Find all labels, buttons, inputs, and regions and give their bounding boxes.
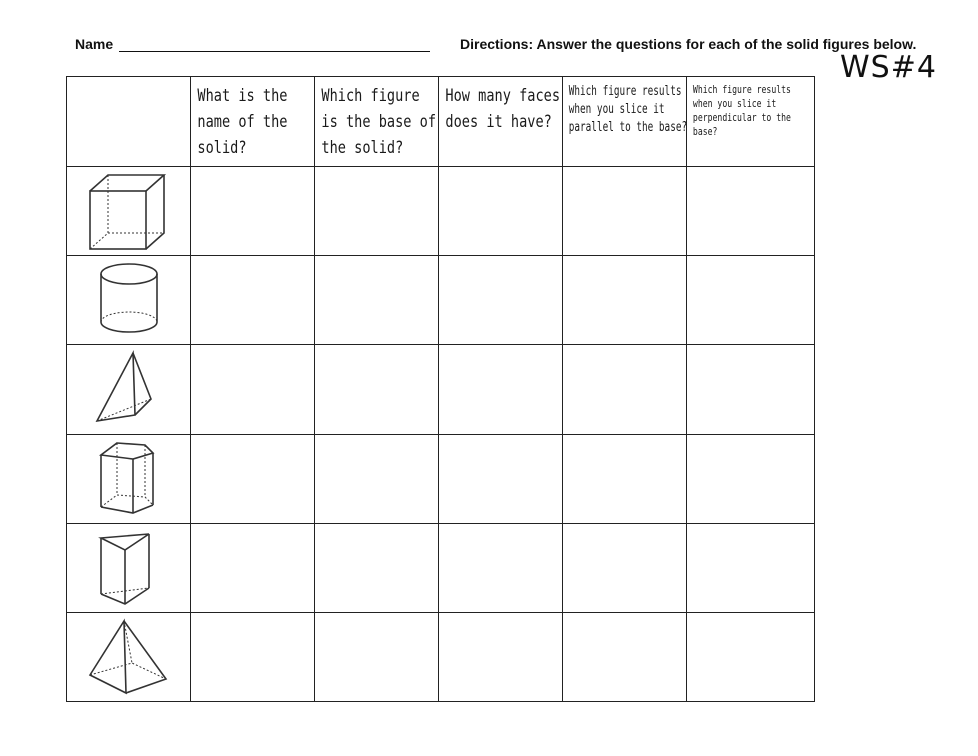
answer-cell[interactable]	[191, 256, 315, 345]
answer-cell[interactable]	[439, 523, 563, 612]
answer-cell[interactable]	[687, 256, 815, 345]
answer-cell[interactable]	[563, 523, 687, 612]
worksheet-table	[66, 76, 815, 702]
directions-text: Directions: Answer the questions for each of the solid figures below.	[460, 36, 917, 52]
figure-cell	[67, 256, 191, 345]
cylinder-icon	[89, 260, 169, 340]
figure-cell	[67, 345, 191, 434]
table-row	[67, 256, 815, 345]
answer-cell[interactable]	[687, 434, 815, 523]
table-row	[67, 167, 815, 256]
figure-cell	[67, 434, 191, 523]
answer-cell[interactable]	[191, 167, 315, 256]
answer-cell[interactable]	[563, 434, 687, 523]
answer-cell[interactable]	[315, 256, 439, 345]
answer-cell[interactable]	[687, 523, 815, 612]
header-corner-cell	[67, 77, 191, 167]
answer-cell[interactable]	[191, 434, 315, 523]
worksheet-tag: WS#4	[840, 50, 937, 85]
name-field-line[interactable]	[119, 51, 430, 52]
answer-cell[interactable]	[687, 167, 815, 256]
answer-cell[interactable]	[439, 167, 563, 256]
cube-icon	[84, 169, 174, 253]
answer-cell[interactable]	[563, 167, 687, 256]
answer-cell[interactable]	[439, 434, 563, 523]
answer-cell[interactable]	[439, 612, 563, 701]
answer-cell[interactable]	[315, 345, 439, 434]
header-perpendicular-slice: Which figure results when you slice it perpendicular to the base?	[687, 77, 815, 167]
name-label: Name	[75, 36, 114, 52]
header-parallel-slice: Which figure results when you slice it parallel to the base?	[563, 77, 687, 167]
answer-cell[interactable]	[315, 167, 439, 256]
triangular-pyramid-icon	[89, 349, 169, 429]
answer-cell[interactable]	[563, 612, 687, 701]
header-base-figure: Which figure is the base of the solid?	[315, 77, 439, 167]
answer-cell[interactable]	[687, 345, 815, 434]
triangular-prism-icon	[89, 528, 169, 608]
answer-cell[interactable]	[315, 612, 439, 701]
answer-cell[interactable]	[315, 523, 439, 612]
answer-cell[interactable]	[191, 345, 315, 434]
header-row	[67, 77, 815, 167]
table-row	[67, 345, 815, 434]
answer-cell[interactable]	[315, 434, 439, 523]
figure-cell	[67, 523, 191, 612]
answer-cell[interactable]	[191, 612, 315, 701]
table-row	[67, 434, 815, 523]
answer-cell[interactable]	[439, 256, 563, 345]
answer-cell[interactable]	[687, 612, 815, 701]
table-row	[67, 612, 815, 701]
pentagonal-prism-icon	[89, 439, 169, 519]
figure-cell	[67, 612, 191, 701]
square-pyramid-icon	[86, 617, 172, 697]
figure-cell	[67, 167, 191, 256]
answer-cell[interactable]	[439, 345, 563, 434]
table-row	[67, 523, 815, 612]
header-face-count: How many faces does it have?	[439, 77, 563, 167]
answer-cell[interactable]	[191, 523, 315, 612]
answer-cell[interactable]	[563, 345, 687, 434]
header-solid-name: What is the name of the solid?	[191, 77, 315, 167]
answer-cell[interactable]	[563, 256, 687, 345]
